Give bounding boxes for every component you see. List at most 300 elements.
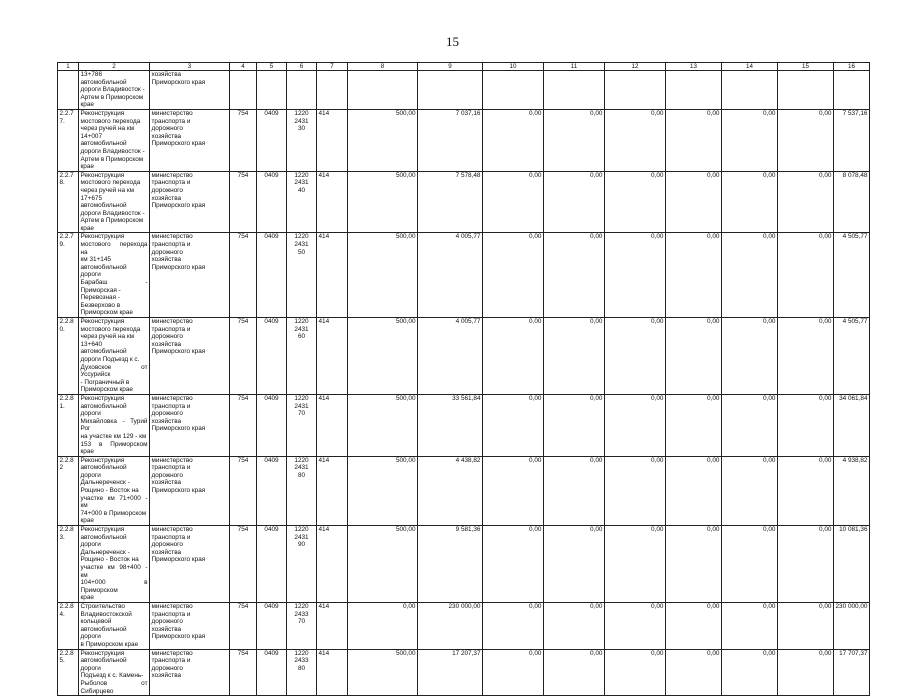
ministry-code — [230, 602, 257, 649]
value-col-15 — [778, 602, 834, 649]
column-header-1: 1 — [58, 63, 79, 71]
target-item-code — [287, 71, 317, 110]
value-col-14 — [722, 649, 778, 696]
target-item-code-text: 1220 2431 70 — [294, 394, 309, 418]
value-col-15-text: 0,00 — [819, 318, 832, 325]
organization-text: министерство транспорта и дорожного хозяйства Приморского края — [151, 233, 206, 271]
row-number — [58, 318, 79, 395]
value-col-9 — [418, 71, 483, 110]
value-col-8-text: 500,00 — [395, 394, 416, 402]
value-col-14 — [722, 456, 778, 525]
value-col-10-text: 0,00 — [529, 171, 542, 179]
value-col-14-text: 0,00 — [763, 649, 776, 657]
value-col-15-text: 0,00 — [819, 456, 832, 464]
table-row — [58, 71, 870, 110]
value-col-13 — [666, 318, 722, 395]
value-col-14-text: 0,00 — [763, 109, 776, 117]
value-col-15-text: 0,00 — [819, 526, 832, 534]
value-col-14-text: 0,00 — [763, 318, 776, 325]
value-col-9 — [418, 109, 483, 171]
value-col-14 — [722, 318, 778, 395]
value-col-11-text: 0,00 — [590, 456, 603, 464]
section-code — [257, 602, 287, 649]
organization-text: хозяйства Приморского края — [151, 71, 206, 86]
value-col-10 — [483, 456, 544, 525]
value-col-14 — [722, 71, 778, 110]
target-item-code — [287, 456, 317, 525]
value-col-10-text: 0,00 — [529, 526, 542, 534]
target-item-code — [287, 649, 317, 696]
value-col-15-text: 0,00 — [819, 233, 832, 241]
value-col-11-text: 0,00 — [590, 233, 603, 241]
value-col-8 — [348, 526, 418, 603]
organization-text: министерство транспорта и дорожного хозяйства Приморского края — [151, 109, 206, 148]
value-col-9-text: 17 207,37 — [452, 649, 481, 657]
expense-type-text: 414 — [318, 318, 330, 325]
value-col-11-text: 0,00 — [590, 649, 603, 657]
value-col-10-text: 0,00 — [529, 394, 542, 402]
expense-type-text: 414 — [318, 394, 330, 402]
value-col-13 — [666, 649, 722, 696]
section-code — [257, 649, 287, 696]
expense-type — [317, 171, 348, 233]
column-header-15: 15 — [778, 63, 834, 71]
section-code-text: 0409 — [264, 233, 279, 241]
section-code — [257, 71, 287, 110]
expense-type-text: 414 — [318, 171, 330, 179]
value-col-12 — [605, 526, 666, 603]
value-col-13-text: 0,00 — [707, 318, 720, 325]
ministry-code-text: 754 — [237, 109, 249, 117]
row-number — [58, 456, 79, 525]
value-col-12-text: 0,00 — [651, 456, 664, 464]
value-col-12 — [605, 171, 666, 233]
value-col-9-text: 4 005,77 — [455, 318, 481, 325]
value-col-12 — [605, 602, 666, 649]
expense-type — [317, 109, 348, 171]
ministry-code-text: 754 — [237, 318, 249, 325]
value-col-13-text: 0,00 — [707, 233, 720, 241]
total-value-text: 8 078,48 — [842, 171, 868, 179]
value-col-11-text: 0,00 — [590, 109, 603, 117]
value-col-8-text: 500,00 — [395, 109, 416, 117]
value-col-11 — [544, 171, 605, 233]
value-col-12 — [605, 318, 666, 395]
ministry-code-text: 754 — [237, 602, 249, 610]
row-number — [58, 233, 79, 318]
organization-text: министерство транспорта и дорожного хозяйства Приморского края — [151, 171, 206, 210]
object-name — [79, 171, 150, 233]
value-col-13 — [666, 109, 722, 171]
value-col-14 — [722, 233, 778, 318]
value-col-15 — [778, 456, 834, 525]
value-col-10-text: 0,00 — [529, 233, 542, 241]
value-col-13 — [666, 456, 722, 525]
value-col-15 — [778, 318, 834, 395]
value-col-9 — [418, 318, 483, 395]
value-col-8 — [348, 456, 418, 525]
object-name — [79, 649, 150, 696]
value-col-8 — [348, 394, 418, 456]
value-col-8-text: 500,00 — [395, 233, 416, 241]
value-col-9 — [418, 602, 483, 649]
section-code — [257, 394, 287, 456]
value-col-11-text: 0,00 — [590, 394, 603, 402]
column-header-5: 5 — [257, 63, 287, 71]
section-code-text: 0409 — [264, 109, 279, 117]
total-value-text: 7 537,16 — [842, 109, 868, 117]
value-col-9 — [418, 456, 483, 525]
value-col-10 — [483, 526, 544, 603]
value-col-11 — [544, 233, 605, 318]
row-number — [58, 526, 79, 603]
object-name-text: Реконструкция автомобильной дороги Дальнереченск - Рощино - Восток на участке км 71+000 - км 74+000 в Приморском крае — [80, 456, 148, 525]
ministry-code — [230, 394, 257, 456]
column-header-11: 11 — [544, 63, 605, 71]
value-col-14-text: 0,00 — [763, 456, 776, 464]
organization — [150, 233, 230, 318]
expense-type-text: 414 — [318, 456, 330, 464]
value-col-12-text: 0,00 — [651, 649, 664, 657]
column-header-14: 14 — [722, 63, 778, 71]
expense-type — [317, 394, 348, 456]
value-col-8-text: 500,00 — [395, 526, 416, 534]
table-row — [58, 602, 870, 649]
value-col-15 — [778, 649, 834, 696]
expense-type — [317, 456, 348, 525]
ministry-code-text: 754 — [237, 394, 249, 402]
value-col-12 — [605, 649, 666, 696]
ministry-code — [230, 171, 257, 233]
value-col-15 — [778, 394, 834, 456]
table-row — [58, 171, 870, 233]
value-col-13-text: 0,00 — [707, 526, 720, 534]
object-name — [79, 109, 150, 171]
object-name-text: Строительство Владивостокской кольцевой автомобильной дороги в Приморском крае — [80, 602, 139, 648]
total-value — [834, 602, 870, 649]
expense-type-text: 414 — [318, 602, 330, 610]
section-code — [257, 318, 287, 395]
ministry-code-text: 754 — [237, 526, 249, 534]
section-code — [257, 456, 287, 525]
value-col-13 — [666, 233, 722, 318]
expense-type — [317, 526, 348, 603]
value-col-15 — [778, 171, 834, 233]
target-item-code — [287, 394, 317, 456]
total-value — [834, 394, 870, 456]
value-col-11 — [544, 318, 605, 395]
section-code-text: 0409 — [264, 602, 279, 610]
value-col-8-text: 500,00 — [395, 649, 416, 657]
object-name-text: Реконструкция автомобильной дороги Подъезд к с. Камень- Рыболов от Сибирцево — [80, 649, 148, 695]
target-item-code-text: 1220 2433 80 — [294, 649, 309, 672]
object-name-text: Реконструкция мостового перехода через ручей на км 14+007 автомобильной дороги Владивосток - Артем в Приморском крае — [80, 109, 145, 171]
total-value-text: 10 081,36 — [839, 526, 868, 534]
row-number-text: 2.2.8 0. — [59, 318, 74, 333]
value-col-11 — [544, 526, 605, 603]
value-col-14-text: 0,00 — [763, 526, 776, 534]
organization — [150, 109, 230, 171]
row-number-text: 2.2.8 5. — [59, 649, 74, 665]
value-col-11-text: 0,00 — [590, 318, 603, 325]
value-col-14-text: 0,00 — [763, 233, 776, 241]
value-col-8-text: 500,00 — [395, 456, 416, 464]
value-col-9-text: 9 581,36 — [455, 526, 481, 534]
target-item-code — [287, 109, 317, 171]
value-col-15 — [778, 71, 834, 110]
value-col-10 — [483, 318, 544, 395]
value-col-11-text: 0,00 — [590, 602, 603, 610]
value-col-9 — [418, 649, 483, 696]
value-col-11 — [544, 71, 605, 110]
column-header-9: 9 — [418, 63, 483, 71]
row-number — [58, 602, 79, 649]
value-col-10-text: 0,00 — [529, 602, 542, 610]
value-col-8 — [348, 109, 418, 171]
organization — [150, 394, 230, 456]
target-item-code — [287, 233, 317, 318]
table-row — [58, 318, 870, 395]
value-col-13 — [666, 602, 722, 649]
organization-text: министерство транспорта и дорожного хозяйства Приморского края — [151, 526, 206, 564]
value-col-14-text: 0,00 — [763, 394, 776, 402]
object-name-text: Реконструкция мостового перехода через ручей на км 17+675 автомобильной дороги Владивосток - Артем в Приморском крае — [80, 171, 145, 232]
table-row — [58, 394, 870, 456]
value-col-15-text: 0,00 — [819, 649, 832, 657]
value-col-9-text: 33 561,84 — [452, 394, 481, 402]
header-row — [58, 63, 870, 71]
column-header-12: 12 — [605, 63, 666, 71]
row-number — [58, 171, 79, 233]
value-col-15 — [778, 526, 834, 603]
value-col-14-text: 0,00 — [763, 602, 776, 610]
row-number-text: 2.2.7 8. — [59, 171, 74, 187]
value-col-8 — [348, 318, 418, 395]
value-col-10 — [483, 71, 544, 110]
value-col-9 — [418, 526, 483, 603]
expense-type — [317, 318, 348, 395]
total-value — [834, 526, 870, 603]
organization — [150, 649, 230, 696]
row-number — [58, 649, 79, 696]
value-col-8-text: 0,00 — [403, 602, 416, 610]
value-col-15-text: 0,00 — [819, 394, 832, 402]
column-header-4: 4 — [230, 63, 257, 71]
value-col-14 — [722, 109, 778, 171]
section-code — [257, 171, 287, 233]
column-header-10: 10 — [483, 63, 544, 71]
column-header-7: 7 — [317, 63, 348, 71]
value-col-9-text: 7 037,16 — [455, 109, 481, 117]
value-col-11-text: 0,00 — [590, 526, 603, 534]
organization — [150, 71, 230, 110]
target-item-code — [287, 171, 317, 233]
object-name — [79, 456, 150, 525]
target-item-code-text: 1220 2431 40 — [294, 171, 309, 194]
value-col-11 — [544, 602, 605, 649]
object-name-text: Реконструкция мостового перехода на км 31+145 автомобильной дороги Барабаш - Приморская - Перевозная - Безверхово в Приморском крае — [80, 233, 148, 317]
total-value-text: 4 505,77 — [842, 233, 868, 241]
value-col-10-text: 0,00 — [529, 318, 542, 325]
value-col-15-text: 0,00 — [819, 171, 832, 179]
page-number: 15 — [446, 34, 459, 49]
value-col-8 — [348, 71, 418, 110]
column-header-3: 3 — [150, 63, 230, 71]
value-col-13 — [666, 394, 722, 456]
target-item-code-text: 1220 2431 50 — [294, 233, 309, 256]
row-number-text: 2.2.8 2 — [59, 456, 74, 472]
ministry-code — [230, 526, 257, 603]
value-col-13-text: 0,00 — [707, 602, 720, 610]
value-col-13-text: 0,00 — [707, 109, 720, 117]
expense-type — [317, 602, 348, 649]
value-col-11 — [544, 456, 605, 525]
row-number — [58, 71, 79, 110]
object-name — [79, 394, 150, 456]
target-item-code-text: 1220 2431 60 — [294, 318, 309, 341]
value-col-11 — [544, 394, 605, 456]
expense-type-text: 414 — [318, 233, 330, 241]
section-code — [257, 526, 287, 603]
total-value — [834, 649, 870, 696]
ministry-code — [230, 71, 257, 110]
object-name-text: Реконструкция автомобильной дороги Михайловка - Турий Рог на участке км 129 - км 153 в Приморском крае — [80, 394, 148, 456]
organization — [150, 602, 230, 649]
value-col-12 — [605, 456, 666, 525]
organization — [150, 526, 230, 603]
section-code-text: 0409 — [264, 526, 279, 534]
value-col-10 — [483, 109, 544, 171]
value-col-9 — [418, 394, 483, 456]
value-col-13-text: 0,00 — [707, 171, 720, 179]
row-number — [58, 109, 79, 171]
value-col-9-text: 7 578,48 — [455, 171, 481, 179]
expense-type — [317, 71, 348, 110]
value-col-9-text: 230 000,00 — [448, 602, 481, 610]
table-row — [58, 456, 870, 525]
value-col-10 — [483, 171, 544, 233]
value-col-8 — [348, 171, 418, 233]
value-col-8 — [348, 649, 418, 696]
value-col-11 — [544, 109, 605, 171]
total-value — [834, 109, 870, 171]
total-value — [834, 233, 870, 318]
section-code — [257, 109, 287, 171]
organization-text: министерство транспорта и дорожного хозяйства Приморского края — [151, 394, 206, 433]
value-col-12 — [605, 109, 666, 171]
object-name — [79, 233, 150, 318]
value-col-9-text: 4 005,77 — [455, 233, 481, 241]
object-name-text: Реконструкция автомобильной дороги Дальнереченск - Рощино - Восток на участке км 98+400 - км 104+000 в Приморском крае — [80, 526, 148, 602]
value-col-14 — [722, 171, 778, 233]
organization — [150, 456, 230, 525]
value-col-13 — [666, 171, 722, 233]
organization-text: министерство транспорта и дорожного хозяйства Приморского края — [151, 318, 206, 356]
value-col-14 — [722, 394, 778, 456]
value-col-12-text: 0,00 — [651, 171, 664, 179]
table-row — [58, 649, 870, 696]
row-number-text: 2.2.7 7. — [59, 109, 74, 125]
target-item-code-text: 1220 2433 70 — [294, 602, 309, 626]
value-col-12-text: 0,00 — [651, 109, 664, 117]
ministry-code — [230, 456, 257, 525]
ministry-code — [230, 109, 257, 171]
table-row — [58, 526, 870, 603]
total-value — [834, 71, 870, 110]
object-name — [79, 318, 150, 395]
row-number-text: 2.2.8 3. — [59, 526, 74, 541]
value-col-13 — [666, 526, 722, 603]
value-col-10-text: 0,00 — [529, 109, 542, 117]
section-code — [257, 233, 287, 318]
object-name — [79, 526, 150, 603]
value-col-15-text: 0,00 — [819, 602, 832, 610]
section-code-text: 0409 — [264, 394, 279, 402]
expense-type-text: 414 — [318, 526, 330, 534]
target-item-code — [287, 318, 317, 395]
value-col-10 — [483, 233, 544, 318]
value-col-10-text: 0,00 — [529, 649, 542, 657]
total-value-text: 230 000,00 — [835, 602, 868, 610]
value-col-14 — [722, 602, 778, 649]
expense-type-text: 414 — [318, 649, 330, 657]
row-number — [58, 394, 79, 456]
value-col-12-text: 0,00 — [651, 526, 664, 534]
value-col-10 — [483, 649, 544, 696]
section-code-text: 0409 — [264, 456, 279, 464]
total-value — [834, 171, 870, 233]
table-row — [58, 233, 870, 318]
total-value — [834, 318, 870, 395]
row-number-text: 2.2.8 1. — [59, 394, 74, 410]
expense-type — [317, 233, 348, 318]
ministry-code — [230, 233, 257, 318]
column-header-6: 6 — [287, 63, 317, 71]
ministry-code-text: 754 — [237, 171, 249, 179]
target-item-code — [287, 602, 317, 649]
value-col-13-text: 0,00 — [707, 394, 720, 402]
table-row — [58, 109, 870, 171]
row-number-text: 2.2.8 4. — [59, 602, 74, 618]
budget-table — [57, 62, 870, 696]
organization-text: министерство транспорта и дорожного хозяйства Приморского края — [151, 602, 206, 641]
ministry-code-text: 754 — [237, 456, 249, 464]
ministry-code — [230, 649, 257, 696]
object-name-text: Реконструкция мостового перехода через ручей на км 13+640 автомобильной дороги Подъезд к с. Духовское от Уссурийск - Пограничный в Приморском крае — [80, 318, 148, 394]
total-value-text: 34 061,84 — [839, 394, 868, 402]
total-value-text: 4 938,82 — [842, 456, 868, 464]
value-col-14 — [722, 526, 778, 603]
value-col-12 — [605, 233, 666, 318]
value-col-10 — [483, 394, 544, 456]
value-col-9-text: 4 438,82 — [455, 456, 481, 464]
organization — [150, 318, 230, 395]
section-code-text: 0409 — [264, 318, 279, 325]
ministry-code — [230, 318, 257, 395]
value-col-15-text: 0,00 — [819, 109, 832, 117]
value-col-14-text: 0,00 — [763, 171, 776, 179]
column-header-8: 8 — [348, 63, 418, 71]
value-col-12-text: 0,00 — [651, 394, 664, 402]
object-name — [79, 602, 150, 649]
organization-text: министерство транспорта и дорожного хозяйства — [151, 649, 193, 680]
target-item-code-text: 1220 2431 30 — [294, 109, 309, 133]
value-col-8 — [348, 602, 418, 649]
value-col-15 — [778, 109, 834, 171]
value-col-12-text: 0,00 — [651, 602, 664, 610]
value-col-12 — [605, 71, 666, 110]
value-col-15 — [778, 233, 834, 318]
